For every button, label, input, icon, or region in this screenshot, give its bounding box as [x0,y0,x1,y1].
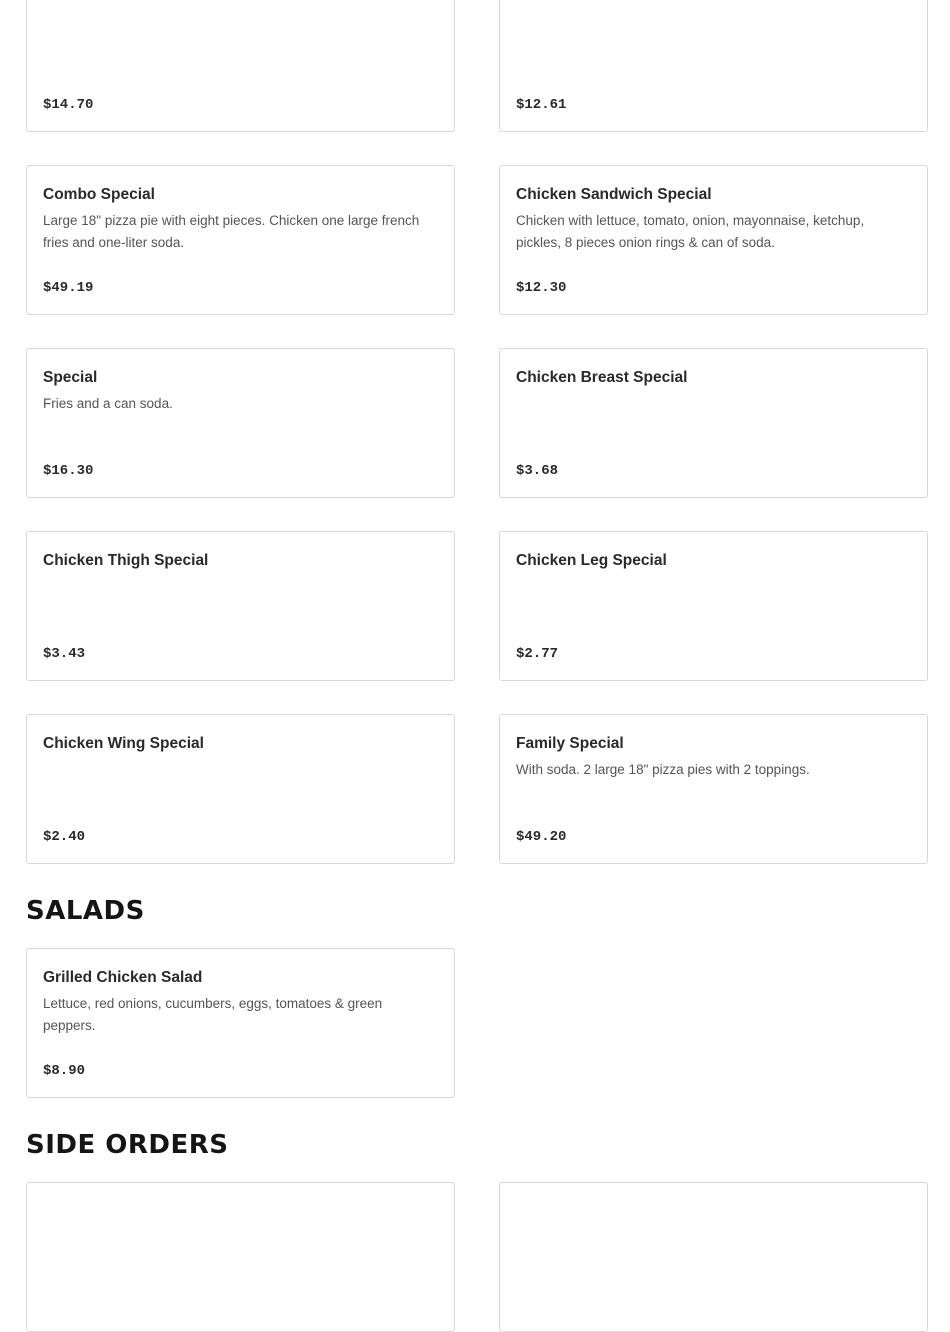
menu-item-card[interactable] [26,531,455,681]
item-name: Combo Special [43,186,155,203]
item-name: Special [43,369,98,386]
item-description: Large 18" pizza pie with eight pieces. Chicken one large french fries and one-liter soda. [43,213,420,250]
item-description: Lettuce, red onions, cucumbers, eggs, tomatoes & green peppers. [43,996,383,1033]
item-name: Chicken Breast Special [516,369,688,386]
item-price: $49.19 [43,280,94,296]
item-description: Chicken with lettuce, tomato, onion, mayonnaise, ketchup, pickles, 8 pieces onion rings & can of soda. [516,213,865,250]
item-price: $49.20 [516,829,567,845]
salads-grid [26,948,928,1098]
menu-item-card[interactable] [499,1182,928,1332]
item-name: Chicken Thigh Special [43,552,209,569]
item-price: $3.68 [516,463,559,479]
specials-grid [26,0,928,864]
menu-item-card[interactable] [499,165,928,315]
menu-item-card[interactable] [26,714,455,864]
menu-page [26,0,928,1332]
menu-item-card[interactable] [26,948,455,1098]
menu-item-card[interactable] [26,348,455,498]
menu-item-card[interactable] [499,348,928,498]
item-name: Grilled Chicken Salad [43,969,203,986]
menu-item-card[interactable] [26,165,455,315]
item-price: $16.30 [43,463,94,479]
item-price: $12.30 [516,280,567,296]
menu-item-card[interactable] [499,531,928,681]
item-price: $3.43 [43,646,86,662]
menu-item-card[interactable] [499,714,928,864]
section-title-side-orders: SIDE ORDERS [26,1130,229,1160]
menu-item-card[interactable] [26,1182,455,1332]
item-name: Chicken Sandwich Special [516,186,712,203]
item-description: With soda. 2 large 18" pizza pies with 2 toppings. [516,762,810,777]
menu-item-card[interactable] [499,0,928,132]
item-price: $8.90 [43,1063,86,1079]
section-title-salads: SALADS [26,896,145,926]
item-description: Fries and a can soda. [43,396,173,411]
item-price: $14.70 [43,97,94,113]
item-price: $12.61 [516,97,567,113]
item-name: Family Special [516,735,624,752]
item-price: $2.40 [43,829,86,845]
item-name: Chicken Wing Special [43,735,204,752]
menu-item-card[interactable] [26,0,455,132]
side-orders-grid [26,1182,928,1332]
item-price: $2.77 [516,646,559,662]
item-name: Chicken Leg Special [516,552,667,569]
